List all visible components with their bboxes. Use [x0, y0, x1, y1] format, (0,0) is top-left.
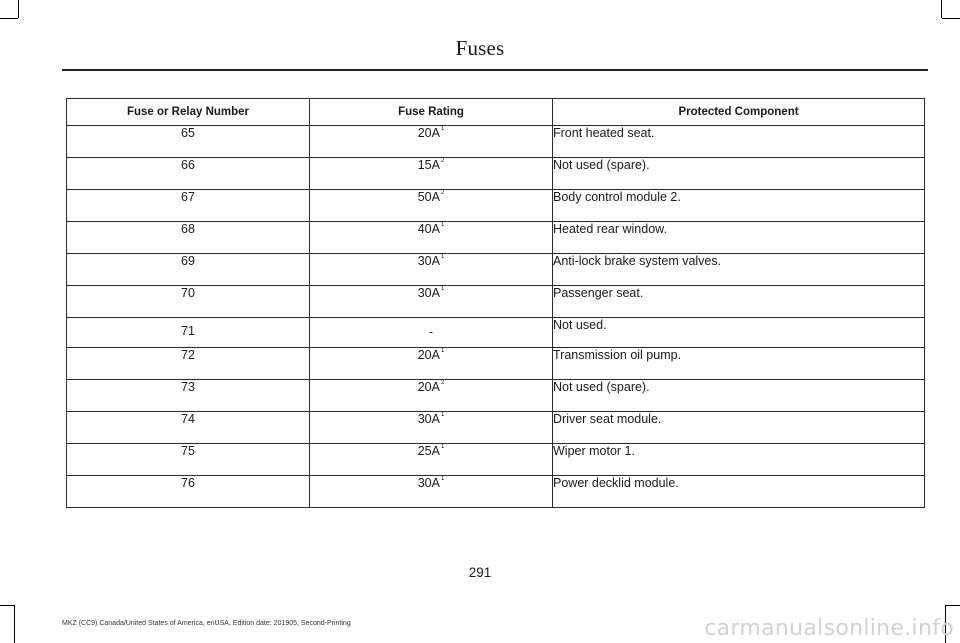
footnote-marker: 1 [440, 444, 445, 450]
fuse-rating-value: 15A [417, 158, 440, 172]
fuse-rating [310, 476, 553, 508]
title-divider [62, 69, 928, 71]
protected-component: Wiper motor 1. [553, 444, 925, 476]
footnote-marker: 1 [440, 476, 445, 482]
table-row [67, 126, 925, 158]
table-row [67, 254, 925, 286]
fuse-rating [310, 158, 553, 190]
fuse-rating-value: 30A [417, 476, 440, 490]
fuse-rating [310, 380, 553, 412]
fuse-number: 66 [67, 158, 310, 190]
table-row [67, 444, 925, 476]
column-header-rating: Fuse Rating [310, 99, 553, 126]
fuse-number: 67 [67, 190, 310, 222]
footnote-marker: 1 [440, 412, 445, 418]
fuse-rating [310, 254, 553, 286]
table-row [67, 190, 925, 222]
protected-component: Front heated seat. [553, 126, 925, 158]
crop-mark [941, 0, 942, 18]
protected-component: Heated rear window. [553, 222, 925, 254]
protected-component: Anti-lock brake system valves. [553, 254, 925, 286]
fuse-number: 71 [67, 318, 310, 348]
footnote-marker: 2 [440, 158, 445, 164]
fuse-rating-value: 20A [417, 348, 440, 362]
protected-component: Driver seat module. [553, 412, 925, 444]
fuse-rating [310, 444, 553, 476]
protected-component: Not used (spare). [553, 380, 925, 412]
crop-mark [0, 605, 14, 606]
protected-component: Passenger seat. [553, 286, 925, 318]
fuse-rating [310, 286, 553, 318]
footnote-marker: 2 [440, 380, 445, 386]
fuse-rating-value: 30A [417, 412, 440, 426]
fuse-number: 69 [67, 254, 310, 286]
fuse-rating [310, 190, 553, 222]
fuse-number: 74 [67, 412, 310, 444]
fuse-number: 70 [67, 286, 310, 318]
fuse-rating-value: 30A [417, 254, 440, 268]
fuse-rating [310, 318, 553, 348]
protected-component: Not used. [553, 318, 925, 348]
protected-component: Body control module 2. [553, 190, 925, 222]
protected-component: Not used (spare). [553, 158, 925, 190]
footnote-marker: 1 [440, 222, 445, 228]
footnote-marker: 1 [440, 286, 445, 292]
crop-mark [14, 605, 15, 643]
fuse-rating-value: 30A [417, 286, 440, 300]
fuse-number: 75 [67, 444, 310, 476]
fuse-rating-value: 25A [417, 444, 440, 458]
edition-footer: MKZ (CC9) Canada/United States of America, enUSA, Edition date: 201905, Second-Printing [62, 620, 351, 627]
fuse-table [66, 98, 925, 508]
footnote-marker: 1 [440, 126, 445, 132]
fuse-number: 73 [67, 380, 310, 412]
crop-mark [18, 0, 19, 18]
footnote-marker: 1 [440, 348, 445, 354]
crop-mark [0, 18, 18, 19]
fuse-rating [310, 126, 553, 158]
page-number: 291 [468, 565, 492, 580]
fuse-rating-value: 40A [417, 222, 440, 236]
protected-component: Transmission oil pump. [553, 348, 925, 380]
table-header-row [67, 99, 925, 126]
watermark: carmanualsonline.info [704, 616, 954, 641]
table-row [67, 348, 925, 380]
fuse-rating-value: 20A [417, 126, 440, 140]
table-row [67, 318, 925, 348]
column-header-number: Fuse or Relay Number [67, 99, 310, 126]
protected-component: Power decklid module. [553, 476, 925, 508]
fuse-table-body [67, 126, 925, 508]
table-row [67, 286, 925, 318]
table-row [67, 380, 925, 412]
table-row [67, 158, 925, 190]
crop-mark [946, 605, 960, 606]
footnote-marker: 2 [440, 190, 445, 196]
footnote-marker: 1 [440, 254, 445, 260]
fuse-rating-value: - [428, 325, 434, 339]
fuse-rating-value: 20A [417, 380, 440, 394]
table-row [67, 222, 925, 254]
fuse-number: 76 [67, 476, 310, 508]
fuse-rating [310, 222, 553, 254]
fuse-number: 65 [67, 126, 310, 158]
table-row [67, 412, 925, 444]
fuse-number: 72 [67, 348, 310, 380]
fuse-rating-value: 50A [417, 190, 440, 204]
column-header-component: Protected Component [553, 99, 925, 126]
crop-mark [942, 18, 960, 19]
fuse-rating [310, 412, 553, 444]
fuse-number: 68 [67, 222, 310, 254]
table-row [67, 476, 925, 508]
page-title: Fuses [455, 36, 505, 60]
fuse-rating [310, 348, 553, 380]
